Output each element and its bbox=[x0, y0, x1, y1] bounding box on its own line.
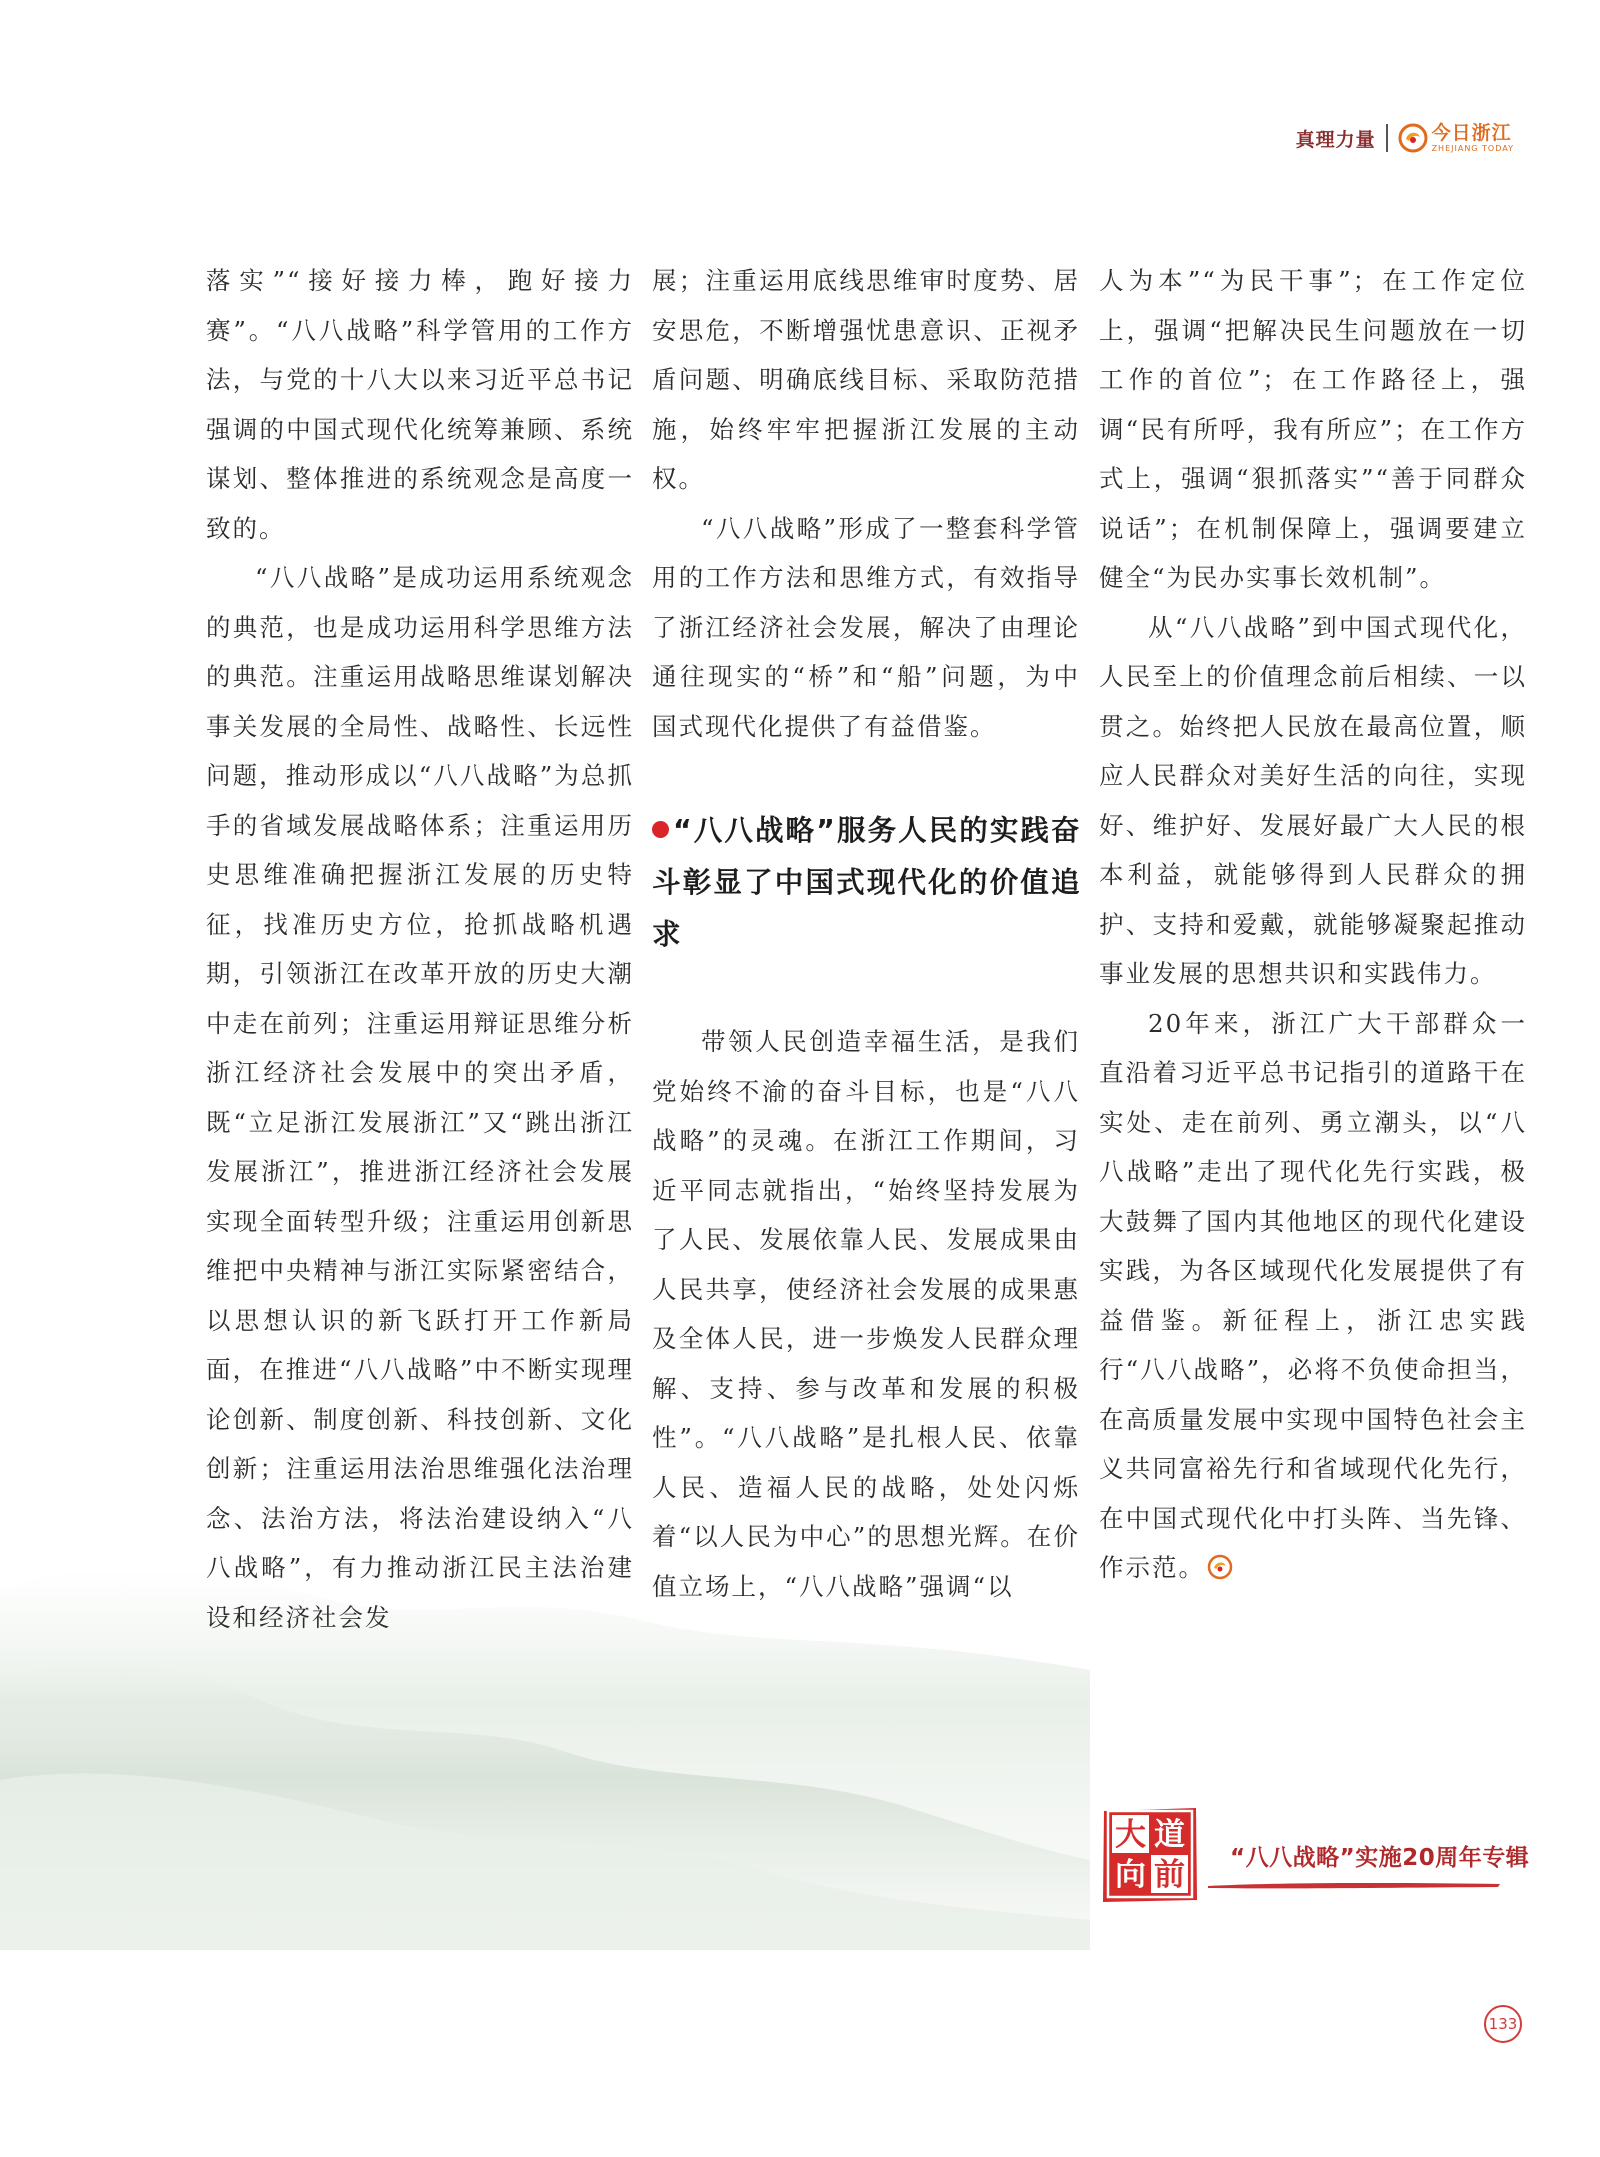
swirl-logo-icon bbox=[1398, 123, 1428, 153]
article-column-3 bbox=[1099, 256, 1527, 1593]
logo-english-text: ZHEJIANG TODAY bbox=[1431, 143, 1514, 153]
header-divider bbox=[1386, 124, 1388, 152]
feature-title: “八八战略”实施20周年专辑 bbox=[1230, 1845, 1530, 1871]
paragraph: 展；注重运用底线思维审时度势、居安思危，不断增强忧患意识、正视矛盾问题、明确底线目标、采取防范措施，始终牢牢把握浙江发展的主动权。 bbox=[652, 266, 1080, 493]
brush-stroke-decoration bbox=[1208, 1881, 1500, 1889]
section-subheading bbox=[652, 805, 1080, 961]
feature-stamp-block bbox=[1100, 1805, 1530, 1905]
page-header bbox=[1296, 118, 1514, 158]
seal-stamp bbox=[1100, 1805, 1200, 1905]
paragraph: “八八战略”是成功运用系统观念的典范，也是成功运用科学思维方法的典范。注重运用战略思维谋划解决事关发展的全局性、战略性、长远性问题，推动形成以“八八战略”为总抓手的省域发展战略体系；注重运用历史思维准确把握浙江发展的历史特征，找准历史方位，抢抓战略机遇期，引领浙江在改革开放的历史大潮中走在前列；注重运用辩证思维分析浙江经济社会发展中的突出矛盾，既“立足浙江发展浙江”又“跳出浙江发展浙江”，推进浙江经济社会发展实现全面转型升级；注重运用创新思维把中央精神与浙江实际紧密结合，以思想认识的新飞跃打开工作新局面，在推进“八八战略”中不断实现理论创新、制度创新、科技创新、文化创新；注重运用法治思维强化法治理念、法治方法，将法治建设纳入“八八战略”，有力推动浙江民主法治建设和经济社会发 bbox=[206, 563, 634, 1632]
paragraph: 落实”“接好接力棒，跑好接力赛”。“八八战略”科学管用的工作方法，与党的十八大以来习近平总书记强调的中国式现代化统筹兼顾、系统谋划、整体推进的系统观念是高度一致的。 bbox=[206, 266, 634, 543]
paragraph: 从“八八战略”到中国式现代化，人民至上的价值理念前后相续、一以贯之。始终把人民放在最高位置，顺应人民群众对美好生活的向往，实现好、维护好、发展好最广大人民的根本利益，就能够得到人民群众的拥护、支持和爱戴，就能够凝聚起推动事业发展的思想共识和实践伟力。 bbox=[1099, 612, 1527, 988]
logo-chinese-text: 今日浙江 bbox=[1431, 121, 1512, 144]
paragraph: “八八战略”形成了一整套科学管用的工作方法和思维方式，有效指导了浙江经济社会发展，解决了由理论通往现实的“桥”和“船”问题，为中国式现代化提供了有益借鉴。 bbox=[652, 513, 1080, 741]
magazine-logo bbox=[1398, 123, 1514, 153]
paragraph: 人为本”“为民干事”；在工作定位上，强调“把解决民生问题放在一切工作的首位”；在工作路径上，强调“民有所呼，我有所应”；在工作方式上，强调“狠抓落实”“善于同群众说话”；在机制保障上，强调要建立健全“为民办实事长效机制”。 bbox=[1099, 266, 1527, 592]
red-bullet-icon bbox=[652, 821, 669, 838]
seal-char-1: 大 bbox=[1115, 1817, 1146, 1853]
seal-char-3: 向 bbox=[1115, 1857, 1146, 1893]
paragraph-text: 20年来，浙江广大干部群众一直沿着习近平总书记指引的道路干在实处、走在前列、勇立潮头，以“八八战略”走出了现代化先行实践，极大鼓舞了国内其他地区的现代化建设实践，为各区域现代化发展提供了有益借鉴。新征程上，浙江忠实践行“八八战略”，必将不负使命担当，在高质量发展中实现中国特色社会主义共同富裕先行和省域现代化先行，在中国式现代化中打头阵、当先锋、作示范。 bbox=[1099, 1008, 1527, 1582]
paragraph: 带领人民创造幸福生活，是我们党始终不渝的奋斗目标，也是“八八战略”的灵魂。在浙江工作期间，习近平同志就指出，“始终坚持发展为了人民、发展依靠人民、发展成果由人民共享，使经济社会发展的成果惠及全体人民，进一步焕发人民群众理解、支持、参与改革和发展的积极性”。“八八战略”是扎根人民、依靠人民、造福人民的战略，处处闪烁着“以人民为中心”的思想光辉。在价值立场上，“八八战略”强调“以 bbox=[652, 1027, 1080, 1601]
seal-char-4: 前 bbox=[1154, 1857, 1185, 1893]
article-column-1 bbox=[206, 256, 634, 1642]
article-end-logo-icon bbox=[1207, 1554, 1233, 1580]
section-name: 真理力量 bbox=[1295, 128, 1376, 151]
paragraph bbox=[1099, 999, 1527, 1593]
article-column-2 bbox=[652, 256, 1080, 1611]
seal-char-2: 道 bbox=[1154, 1817, 1185, 1853]
page-number: 133 bbox=[1484, 2005, 1522, 2043]
subheading-text: “八八战略”服务人民的实践奋斗彰显了中国式现代化的价值追求 bbox=[652, 814, 1080, 951]
